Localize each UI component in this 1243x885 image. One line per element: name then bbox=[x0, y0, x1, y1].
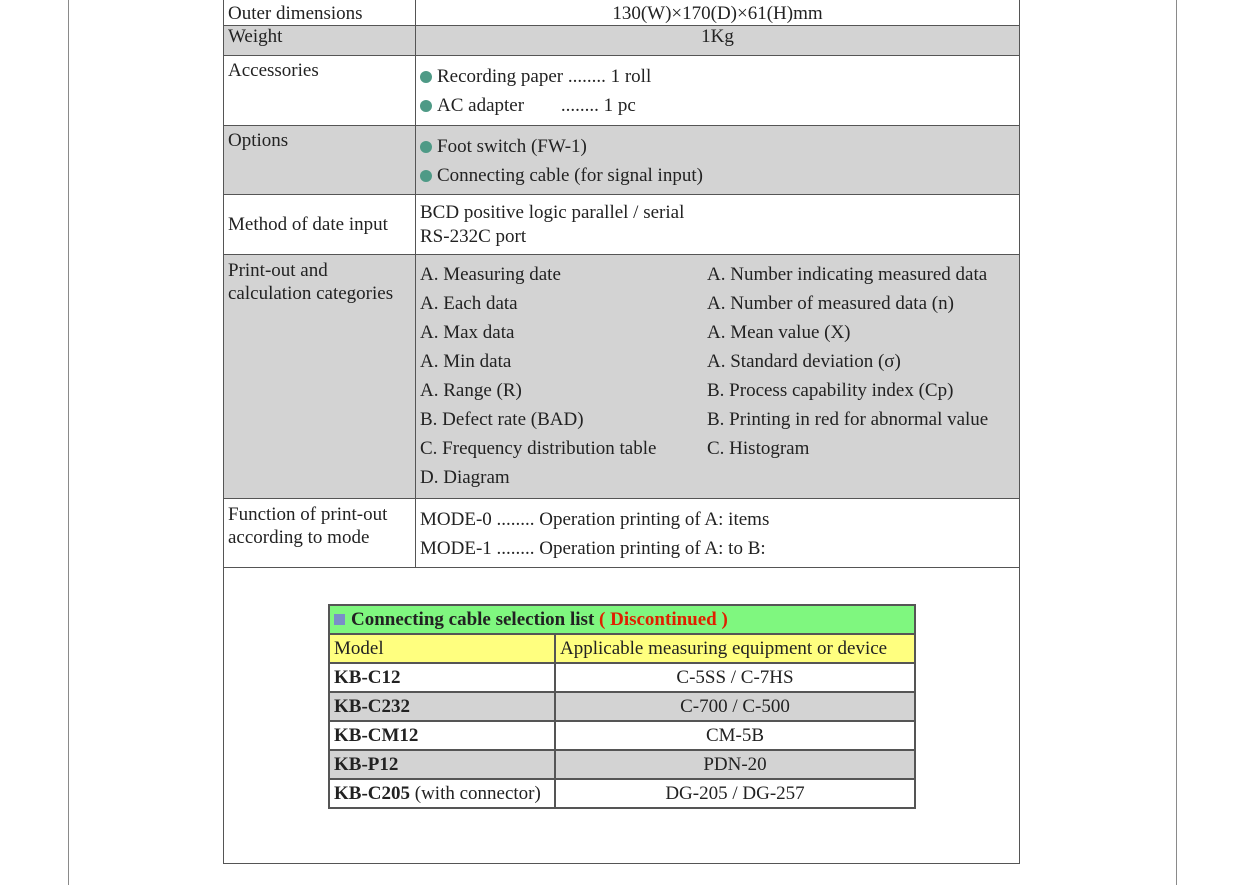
label-text: Method of date input bbox=[228, 213, 388, 235]
green-circle-bullet-icon bbox=[420, 141, 432, 153]
item-text: Connecting cable (for signal input) bbox=[437, 165, 703, 186]
page-border-left bbox=[68, 0, 69, 885]
category-item: A. Number of measured data (n) bbox=[707, 293, 954, 314]
item-text: Foot switch (FW-1) bbox=[437, 136, 587, 157]
table-row bbox=[329, 663, 915, 692]
category-item: B. Defect rate (BAD) bbox=[420, 409, 584, 430]
list-item bbox=[420, 62, 1015, 91]
category-item: A. Max data bbox=[420, 322, 515, 343]
green-circle-bullet-icon bbox=[420, 100, 432, 112]
spec-label bbox=[224, 255, 416, 499]
table-row bbox=[329, 750, 915, 779]
spec-row-weight bbox=[224, 26, 1020, 56]
label-text: Function of print-out bbox=[228, 504, 388, 525]
label-text: according to mode bbox=[228, 527, 370, 548]
label-text: Accessories bbox=[228, 60, 319, 81]
mode-line: MODE-1 ........ Operation printing of A: to B: bbox=[420, 538, 766, 559]
spec-value bbox=[416, 56, 1020, 126]
label-text: Print-out and bbox=[228, 260, 328, 281]
spec-row-options bbox=[224, 126, 1020, 195]
discontinued-label: ( Discontinued ) bbox=[599, 608, 728, 630]
spec-label bbox=[224, 195, 416, 255]
value-line: BCD positive logic parallel / serial bbox=[420, 201, 685, 223]
category-item: A. Measuring date bbox=[420, 264, 561, 285]
value-text: 130(W)×170(D)×61(H)mm bbox=[612, 3, 823, 24]
label-text: Options bbox=[228, 130, 289, 151]
spec-label bbox=[224, 499, 416, 568]
item-qty: ........ 1 roll bbox=[567, 66, 652, 87]
category-item: B. Printing in red for abnormal value bbox=[707, 409, 989, 430]
model-cell bbox=[329, 663, 555, 692]
model-name: KB-P12 bbox=[334, 753, 399, 775]
cable-table-header-row bbox=[329, 634, 915, 663]
category-item: A. Min data bbox=[420, 351, 512, 372]
mode-line: MODE-0 ........ Operation printing of A: items bbox=[420, 509, 770, 530]
categories-col-2 bbox=[707, 260, 1007, 492]
category-item: C. Histogram bbox=[707, 438, 810, 459]
cable-selection-table bbox=[328, 604, 916, 809]
green-circle-bullet-icon bbox=[420, 71, 432, 83]
spec-row-outer-dimensions bbox=[224, 0, 1020, 26]
green-circle-bullet-icon bbox=[420, 170, 432, 182]
spec-label bbox=[224, 56, 416, 126]
page-border-right bbox=[1176, 0, 1177, 885]
spec-value bbox=[416, 0, 1020, 26]
model-cell bbox=[329, 750, 555, 779]
label-text: calculation categories bbox=[228, 283, 394, 304]
device-cell: C-5SS / C-7HS bbox=[555, 663, 915, 692]
model-name: KB-CM12 bbox=[334, 724, 419, 746]
table-row bbox=[329, 692, 915, 721]
spec-value bbox=[416, 26, 1020, 56]
list-item bbox=[420, 91, 1015, 120]
spec-row-accessories bbox=[224, 56, 1020, 126]
spec-value bbox=[416, 195, 1020, 255]
spec-value bbox=[416, 255, 1020, 499]
spec-value bbox=[416, 126, 1020, 195]
category-item: A. Mean value (X) bbox=[707, 322, 851, 343]
cable-table-title-row bbox=[329, 605, 915, 634]
table-row bbox=[329, 779, 915, 808]
model-name: KB-C205 bbox=[334, 782, 410, 804]
categories-grid bbox=[420, 260, 1015, 492]
model-cell bbox=[329, 721, 555, 750]
category-item: A. Number indicating measured data bbox=[707, 264, 988, 285]
category-item: D. Diagram bbox=[420, 467, 510, 488]
blue-square-icon bbox=[334, 614, 345, 625]
spec-table bbox=[223, 0, 1020, 568]
item-qty: ........ 1 pc bbox=[560, 95, 636, 116]
category-item: C. Frequency distribution table bbox=[420, 438, 657, 459]
table-row bbox=[329, 721, 915, 750]
label-text: Weight bbox=[228, 26, 283, 47]
spec-label bbox=[224, 0, 416, 26]
spec-row-categories bbox=[224, 255, 1020, 499]
model-cell bbox=[329, 692, 555, 721]
device-cell: PDN-20 bbox=[555, 750, 915, 779]
category-item: A. Standard deviation (σ) bbox=[707, 351, 901, 372]
column-header-model: Model bbox=[329, 634, 555, 663]
model-name: KB-C232 bbox=[334, 695, 410, 717]
item-name: Recording paper bbox=[437, 66, 564, 87]
item-name: AC adapter bbox=[437, 95, 525, 116]
label-text: Outer dimensions bbox=[228, 3, 363, 24]
spec-label bbox=[224, 26, 416, 56]
spec-row-date-input bbox=[224, 195, 1020, 255]
device-cell: CM-5B bbox=[555, 721, 915, 750]
model-cell bbox=[329, 779, 555, 808]
spec-label bbox=[224, 126, 416, 195]
spec-value bbox=[416, 499, 1020, 568]
category-item: A. Range (R) bbox=[420, 380, 522, 401]
value-text: 1Kg bbox=[701, 26, 734, 47]
cable-table-title bbox=[329, 605, 915, 634]
column-header-device: Applicable measuring equipment or device bbox=[555, 634, 915, 663]
list-item bbox=[420, 132, 1015, 161]
table-title-text: Connecting cable selection list bbox=[351, 608, 595, 630]
model-note: (with connector) bbox=[410, 782, 541, 804]
categories-col-1 bbox=[420, 260, 707, 492]
device-cell: C-700 / C-500 bbox=[555, 692, 915, 721]
value-line: RS-232C port bbox=[420, 225, 527, 247]
list-item bbox=[420, 161, 1015, 190]
category-item: A. Each data bbox=[420, 293, 518, 314]
spec-row-mode bbox=[224, 499, 1020, 568]
model-name: KB-C12 bbox=[334, 666, 401, 688]
category-item: B. Process capability index (Cp) bbox=[707, 380, 954, 401]
device-cell: DG-205 / DG-257 bbox=[555, 779, 915, 808]
